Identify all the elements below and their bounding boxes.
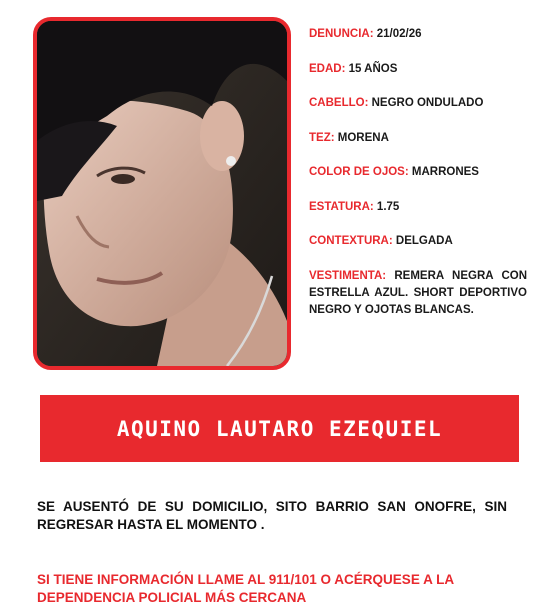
name-banner [40,395,519,462]
portrait-image [37,21,287,366]
detail-label: CONTEXTURA: [309,235,393,247]
detail-value: REMERA NEGRA CON ESTRELLA AZUL. SHORT DEPORTIVO NEGRO Y OJOTAS BLANCAS. [309,269,527,316]
detail-value: 15 AÑOS [345,62,398,75]
detail-label: VESTIMENTA: [309,269,387,282]
detail-label: DENUNCIA: [309,28,374,40]
detail-label: COLOR DE OJOS: [309,166,409,178]
detail-value: MORENA [334,131,389,144]
detail-value: 1.75 [373,200,400,213]
detail-label: ESTATURA: [309,200,374,213]
detail-label: TEZ: [309,131,335,144]
person-name: AQUINO LAUTARO EZEQUIEL [116,416,443,441]
detail-color-ojos [309,164,527,199]
person-details [309,26,527,319]
detail-tez [309,130,527,165]
contact-notice: SI TIENE INFORMACIÓN LLAME AL 911/101 O ACÉRQUESE A LA DEPENDENCIA POLICIAL MÁS CERCANA [37,572,454,605]
detail-denuncia [309,26,527,61]
detail-value: MARRONES [408,166,479,178]
detail-value: 21/02/26 [373,28,422,40]
detail-value: NEGRO ONDULADO [368,97,484,109]
absence-statement: SE AUSENTÓ DE SU DOMICILIO, SITO BARRIO SAN ONOFRE, SIN REGRESAR HASTA EL MOMENTO . [37,499,507,532]
missing-person-photo [33,17,291,370]
detail-estatura [309,199,527,234]
detail-vestimenta [309,268,527,319]
detail-value: DELGADA [392,235,453,247]
detail-label: EDAD: [309,62,346,75]
detail-cabello [309,95,527,130]
detail-label: CABELLO: [309,97,369,109]
detail-edad [309,61,527,96]
detail-contextura [309,233,527,268]
